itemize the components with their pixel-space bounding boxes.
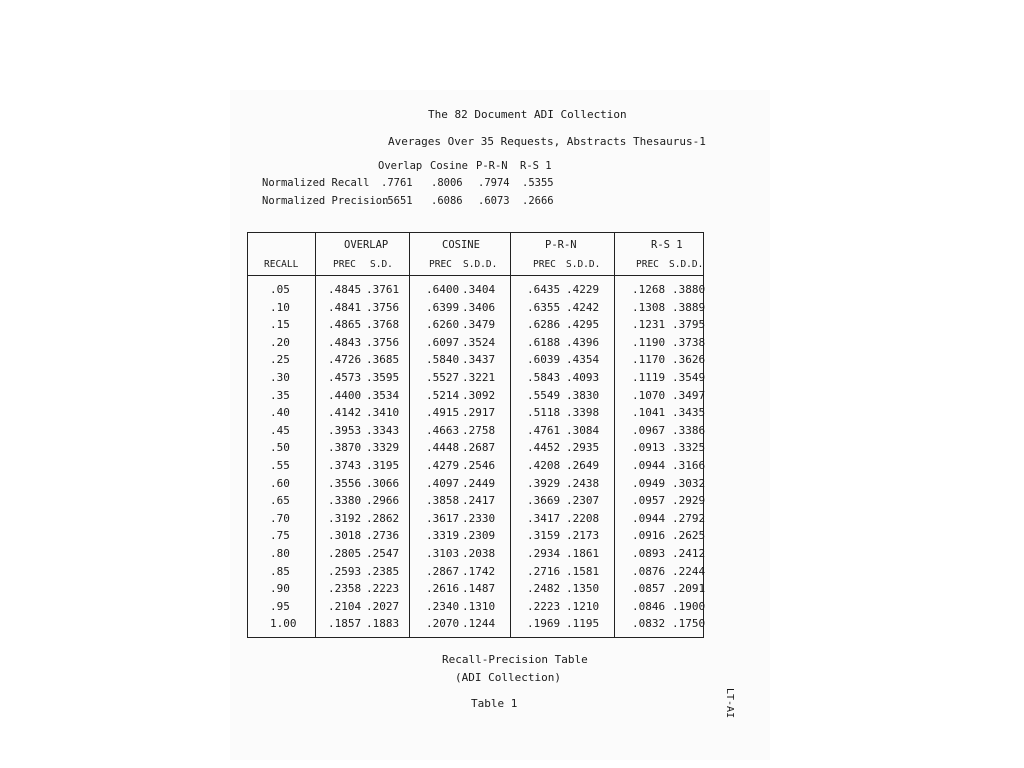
recall-precision-table [247, 232, 704, 638]
table-cell: .1190 [632, 335, 666, 349]
table-cell: .2929 [672, 494, 706, 508]
table-cell: .3437 [462, 353, 496, 367]
table-cell: .3417 [527, 511, 561, 525]
table-cell: .6039 [527, 353, 561, 367]
table-cell: .2417 [462, 494, 496, 508]
table-cell: .3386 [672, 423, 706, 437]
table-cell: .2438 [566, 476, 600, 490]
table-cell: .2792 [672, 511, 706, 525]
normalized-value: .6086 [431, 195, 463, 207]
subheader-sdd: S.D.D. [566, 259, 601, 270]
table-cell: .3768 [366, 318, 400, 332]
table-cell: .3032 [672, 476, 706, 490]
recall-level-cell: .65 [270, 494, 290, 508]
caption-table-number: Table 1 [471, 697, 518, 710]
table-cell: .4396 [566, 335, 600, 349]
table-cell: .5214 [426, 388, 460, 402]
table-cell: .4229 [566, 283, 600, 296]
recall-level-cell: .75 [270, 529, 290, 543]
table-cell: .3159 [527, 529, 561, 543]
table-cell: .1244 [462, 617, 496, 631]
table-cell: .4208 [527, 459, 561, 472]
table-cell: .4452 [527, 441, 561, 455]
table-cell: .3738 [672, 335, 706, 349]
table-cell: .2309 [462, 529, 496, 543]
table-cell: .2867 [426, 564, 460, 578]
subheader-prec: PREC [636, 259, 659, 270]
table-cell: .1195 [566, 617, 600, 631]
subheader-sd: S.D. [370, 259, 393, 270]
document-title: The 82 Document ADI Collection [428, 108, 627, 121]
table-cell: .2862 [366, 511, 400, 525]
table-cell: .1308 [632, 300, 666, 314]
table-cell: .4448 [426, 441, 460, 455]
table-cell: .6286 [527, 318, 561, 332]
normalized-value: .8006 [431, 177, 463, 189]
table-cell: .1119 [632, 371, 666, 384]
table-cell: .4865 [328, 318, 362, 332]
table-cell: .3084 [566, 423, 600, 437]
table-cell: .0949 [632, 476, 666, 490]
recall-level-cell: .60 [270, 476, 290, 490]
table-cell: .3398 [566, 406, 600, 420]
normalized-value: .7974 [478, 177, 510, 189]
recall-level-cell: .10 [270, 300, 290, 314]
column-divider [409, 233, 410, 637]
table-cell: .3018 [328, 529, 362, 543]
recall-level-cell: .40 [270, 406, 290, 420]
table-cell: .0916 [632, 529, 666, 543]
table-cell: .3221 [462, 371, 496, 384]
normalized-value: .2666 [522, 195, 554, 207]
table-cell: .3497 [672, 388, 706, 402]
table-cell: .2625 [672, 529, 706, 543]
table-cell: .6188 [527, 335, 561, 349]
table-cell: .6260 [426, 318, 460, 332]
caption-title: Recall-Precision Table [442, 653, 588, 666]
table-cell: .3319 [426, 529, 460, 543]
group-header-rs1: R-S 1 [651, 239, 683, 251]
table-cell: .1857 [328, 617, 362, 631]
table-cell: .3685 [366, 353, 400, 367]
recall-level-cell: .35 [270, 388, 290, 402]
normalized-value: .5355 [522, 177, 554, 189]
table-cell: .3549 [672, 371, 706, 384]
table-cell: .0857 [632, 582, 666, 596]
table-cell: .4093 [566, 371, 600, 384]
table-cell: .2736 [366, 529, 400, 543]
table-cell: .1581 [566, 564, 600, 578]
recall-level-cell: .30 [270, 371, 290, 384]
group-header-overlap: OVERLAP [344, 239, 389, 251]
table-cell: .2687 [462, 441, 496, 455]
table-cell: .2330 [462, 511, 496, 525]
table-cell: .2070 [426, 617, 460, 631]
table-cell: .4142 [328, 406, 362, 420]
table-cell: .5840 [426, 353, 460, 367]
table-cell: .0876 [632, 564, 666, 578]
recall-level-cell: .50 [270, 441, 290, 455]
table-cell: .2038 [462, 547, 496, 560]
table-cell: .1170 [632, 353, 666, 367]
table-cell: .1268 [632, 283, 666, 296]
table-cell: .4726 [328, 353, 362, 367]
table-cell: .3380 [328, 494, 362, 508]
table-cell: .3343 [366, 423, 400, 437]
column-divider [614, 233, 615, 637]
normalized-header: R-S 1 [520, 160, 552, 172]
recall-level-cell: .80 [270, 547, 290, 560]
table-cell: .1487 [462, 582, 496, 596]
table-cell: .4097 [426, 476, 460, 490]
table-cell: .2547 [366, 547, 400, 560]
table-cell: .4915 [426, 406, 460, 420]
table-cell: .4841 [328, 300, 362, 314]
table-cell: .2091 [672, 582, 706, 596]
table-cell: .1310 [462, 599, 496, 613]
caption-collection: (ADI Collection) [455, 671, 561, 684]
table-cell: .3556 [328, 476, 362, 490]
document-subtitle: Averages Over 35 Requests, Abstracts Thesaurus-1 [388, 135, 706, 148]
recall-level-cell: .70 [270, 511, 290, 525]
table-cell: .3479 [462, 318, 496, 332]
table-cell: .1883 [366, 617, 400, 631]
table-cell: .6435 [527, 283, 561, 296]
table-cell: .5549 [527, 388, 561, 402]
table-cell: .4845 [328, 283, 362, 296]
table-cell: .1969 [527, 617, 561, 631]
table-cell: .2244 [672, 564, 706, 578]
recall-level-cell: .15 [270, 318, 290, 332]
table-cell: .3756 [366, 335, 400, 349]
table-cell: .0944 [632, 511, 666, 525]
recall-level-cell: .05 [270, 283, 290, 296]
table-cell: .3406 [462, 300, 496, 314]
table-cell: .2917 [462, 406, 496, 420]
recall-level-cell: 1.00 [270, 617, 297, 631]
recall-level-cell: .20 [270, 335, 290, 349]
table-cell: .6355 [527, 300, 561, 314]
table-cell: .4242 [566, 300, 600, 314]
normalized-row-label: Normalized Precision [262, 195, 389, 207]
normalized-value: .5651 [381, 195, 413, 207]
table-cell: .5843 [527, 371, 561, 384]
table-cell: .4400 [328, 388, 362, 402]
table-cell: .2104 [328, 599, 362, 613]
recall-level-cell: .95 [270, 599, 290, 613]
table-cell: .4279 [426, 459, 460, 472]
recall-level-cell: .45 [270, 423, 290, 437]
recall-level-cell: .90 [270, 582, 290, 596]
normalized-value: .7761 [381, 177, 413, 189]
table-cell: .1231 [632, 318, 666, 332]
table-cell: .2616 [426, 582, 460, 596]
table-cell: .3404 [462, 283, 496, 296]
table-cell: .2358 [328, 582, 362, 596]
table-cell: .3795 [672, 318, 706, 332]
table-cell: .1861 [566, 547, 600, 560]
table-cell: .2482 [527, 582, 561, 596]
normalized-precision-row [0, 195, 1024, 209]
table-cell: .2935 [566, 441, 600, 455]
table-cell: .2385 [366, 564, 400, 578]
recall-header: RECALL [264, 259, 299, 270]
table-cell: .4843 [328, 335, 362, 349]
subheader-prec: PREC [333, 259, 356, 270]
table-cell: .2223 [527, 599, 561, 613]
table-cell: .2716 [527, 564, 561, 578]
normalized-header: Overlap [378, 160, 423, 172]
table-cell: .1350 [566, 582, 600, 596]
table-cell: .0944 [632, 459, 666, 472]
table-cell: .0832 [632, 617, 666, 631]
table-cell: .3092 [462, 388, 496, 402]
group-header-cosine: COSINE [442, 239, 480, 251]
table-cell: .4295 [566, 318, 600, 332]
table-cell: .2449 [462, 476, 496, 490]
subheader-sdd: S.D.D. [669, 259, 704, 270]
table-cell: .3329 [366, 441, 400, 455]
table-cell: .2805 [328, 547, 362, 560]
table-cell: .3325 [672, 441, 706, 455]
subheader-sdd: S.D.D. [463, 259, 498, 270]
normalized-header: P-R-N [476, 160, 508, 172]
table-cell: .5527 [426, 371, 460, 384]
table-cell: .4354 [566, 353, 600, 367]
normalized-recall-row [0, 177, 1024, 191]
table-cell: .4573 [328, 371, 362, 384]
table-cell: .0957 [632, 494, 666, 508]
subheader-prec: PREC [533, 259, 556, 270]
table-cell: .3880 [672, 283, 706, 296]
column-divider [315, 233, 316, 637]
normalized-header: Cosine [430, 160, 468, 172]
table-cell: .2649 [566, 459, 600, 472]
table-cell: .3195 [366, 459, 400, 472]
table-cell: .6097 [426, 335, 460, 349]
table-cell: .3410 [366, 406, 400, 420]
table-cell: .1900 [672, 599, 706, 613]
recall-level-cell: .85 [270, 564, 290, 578]
table-cell: .2412 [672, 547, 706, 560]
table-cell: .3743 [328, 459, 362, 472]
recall-level-cell: .25 [270, 353, 290, 367]
table-cell: .3761 [366, 283, 400, 296]
group-header-prn: P-R-N [545, 239, 577, 251]
table-cell: .3830 [566, 388, 600, 402]
table-cell: .3929 [527, 476, 561, 490]
table-cell: .2340 [426, 599, 460, 613]
page-side-mark: LT-AI [724, 688, 735, 719]
table-cell: .1210 [566, 599, 600, 613]
table-cell: .3435 [672, 406, 706, 420]
recall-level-cell: .55 [270, 459, 290, 472]
table-cell: .2307 [566, 494, 600, 508]
table-cell: .3953 [328, 423, 362, 437]
table-cell: .6400 [426, 283, 460, 296]
table-cell: .2173 [566, 529, 600, 543]
table-cell: .2223 [366, 582, 400, 596]
column-divider [510, 233, 511, 637]
table-cell: .1750 [672, 617, 706, 631]
table-cell: .1041 [632, 406, 666, 420]
table-cell: .1742 [462, 564, 496, 578]
table-cell: .0846 [632, 599, 666, 613]
table-cell: .0967 [632, 423, 666, 437]
table-cell: .5118 [527, 406, 561, 420]
table-cell: .3595 [366, 371, 400, 384]
table-cell: .4663 [426, 423, 460, 437]
normalized-value: .6073 [478, 195, 510, 207]
table-cell: .2758 [462, 423, 496, 437]
table-cell: .0893 [632, 547, 666, 560]
table-cell: .2934 [527, 547, 561, 560]
normalized-header-row [0, 160, 1024, 174]
table-cell: .3103 [426, 547, 460, 560]
subheader-prec: PREC [429, 259, 452, 270]
table-cell: .3524 [462, 335, 496, 349]
table-cell: .3669 [527, 494, 561, 508]
table-cell: .6399 [426, 300, 460, 314]
table-cell: .3626 [672, 353, 706, 367]
table-cell: .2027 [366, 599, 400, 613]
table-cell: .3166 [672, 459, 706, 472]
table-cell: .4761 [527, 423, 561, 437]
table-cell: .3617 [426, 511, 460, 525]
table-cell: .1070 [632, 388, 666, 402]
table-cell: .2966 [366, 494, 400, 508]
table-cell: .3858 [426, 494, 460, 508]
table-cell: .3889 [672, 300, 706, 314]
table-cell: .3066 [366, 476, 400, 490]
table-cell: .3534 [366, 388, 400, 402]
table-cell: .2546 [462, 459, 496, 472]
normalized-row-label: Normalized Recall [262, 177, 370, 189]
table-cell: .3870 [328, 441, 362, 455]
header-divider [248, 275, 703, 276]
table-cell: .3756 [366, 300, 400, 314]
table-cell: .2208 [566, 511, 600, 525]
table-cell: .2593 [328, 564, 362, 578]
table-cell: .3192 [328, 511, 362, 525]
table-cell: .0913 [632, 441, 666, 455]
